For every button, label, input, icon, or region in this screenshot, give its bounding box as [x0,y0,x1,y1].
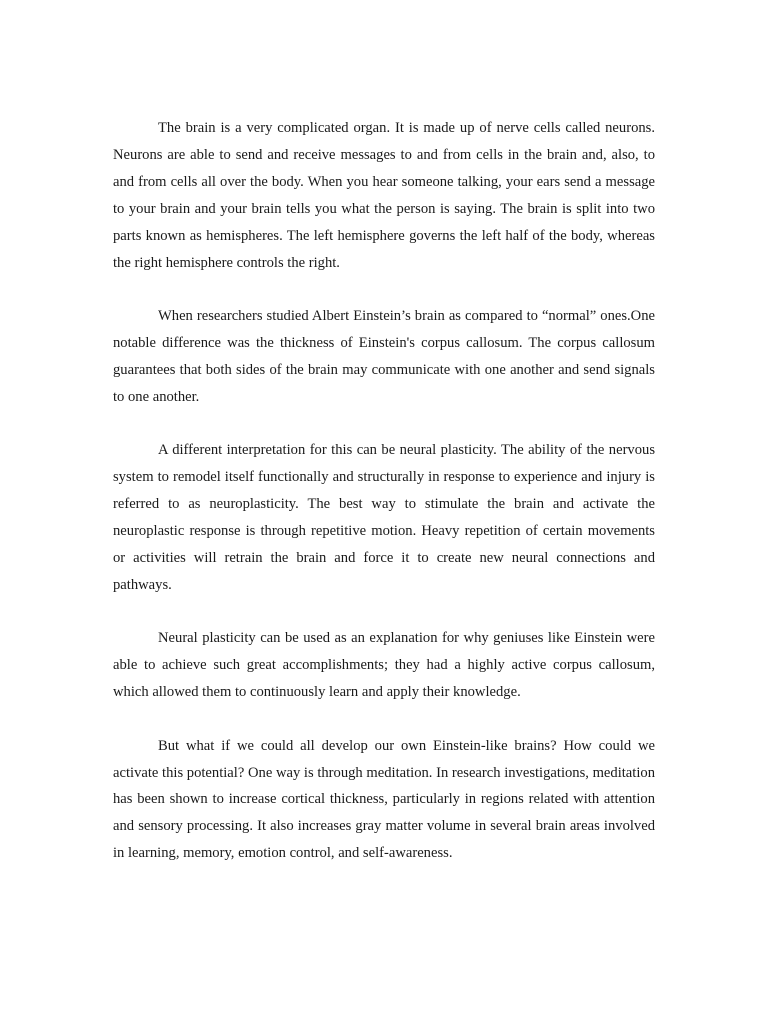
paragraph-brain-intro: The brain is a very complicated organ. It is made up of nerve cells called neurons. Neurons are able to send and receive messages to and from cells in the brain and, also, to and from cells all over the body. When you hear someone talking, your ears send a message to your brain and your brain tells you what the person is saying. The brain is split into two parts known as hemispheres. The left hemisphere governs the left half of the body, whereas the right hemisphere controls the right. [113,120,655,271]
paragraph-meditation: But what if we could all develop our own Einstein-like brains? How could we activate this potential? One way is through meditation. In research investigations, meditation has been shown to increase cortical thickness, particularly in regions related with attention and sensory processing. It also increases gray matter volume in several brain areas involved in learning, memory, emotion control, and self-awareness. [113,737,655,862]
paragraph-neural-plasticity: A different interpretation for this can be neural plasticity. The ability of the nervous system to remodel itself functionally and structurally in response to experience and injury is referred to as neuroplasticity. The best way to stimulate the brain and activate the neuroplastic response is through repetitive motion. Heavy repetition of certain movements or activities will retrain the brain and force it to create new neural connections and pathways. [113,442,655,593]
paragraph-geniuses: Neural plasticity can be used as an explanation for why geniuses like Einstein were able to achieve such great accomplishments; they had a highly active corpus callosum, which allowed them to continuously learn and apply their knowledge. [113,630,655,701]
document-body [113,115,655,867]
paragraph-einstein-corpus-callosum: When researchers studied Albert Einstein’s brain as compared to “normal” ones.One notable difference was the thickness of Einstein's corpus callosum. The corpus callosum guarantees that both sides of the brain may communicate with one another and send signals to one another. [113,308,655,405]
